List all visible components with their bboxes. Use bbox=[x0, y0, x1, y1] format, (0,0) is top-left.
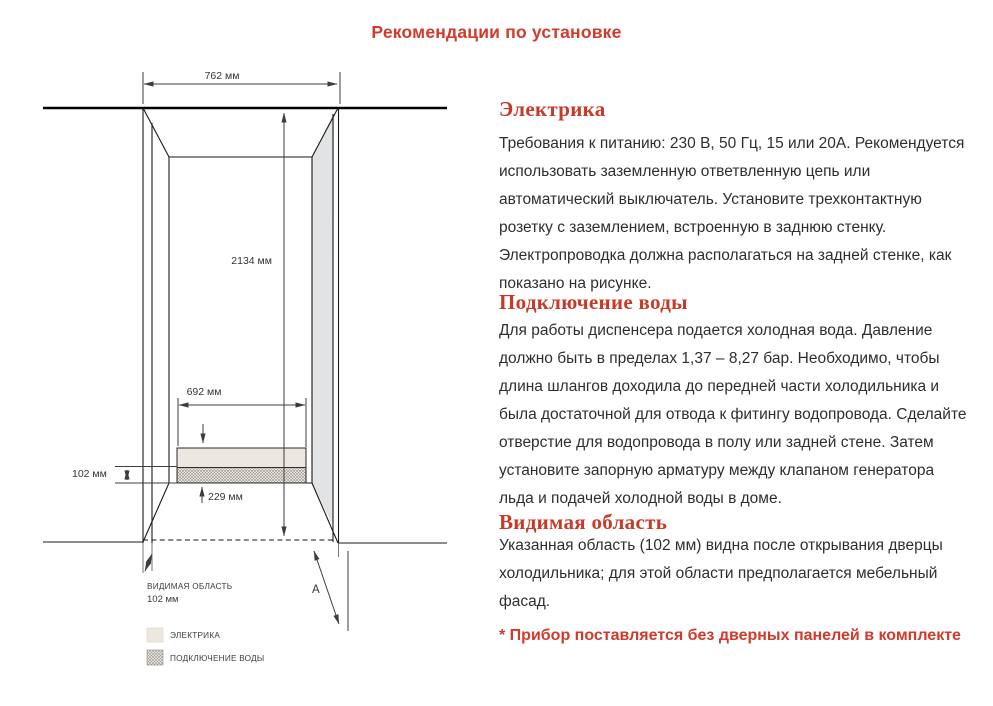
section-body-visible-area: Указанная область (102 мм) видна после открывания дверцы холодильника; для этой области предполагается мебельный фасад. bbox=[499, 537, 943, 610]
visible-area-panel bbox=[312, 113, 334, 526]
dim-opening-width bbox=[143, 70, 340, 104]
legend-label-electrical: ЭЛЕКТРИКА bbox=[170, 631, 221, 640]
legend-label-water: ПОДКЛЮЧЕНИЕ ВОДЫ bbox=[170, 654, 265, 663]
dim-strip-height bbox=[72, 467, 177, 484]
dim-opening-width-label: 762 мм bbox=[204, 70, 240, 82]
dim-opening-height-label: 2134 мм bbox=[231, 255, 272, 267]
page-title: Рекомендации по установке bbox=[371, 22, 622, 42]
dim-zone-width-label: 692 мм bbox=[186, 386, 222, 398]
visible-area-note-line2: 102 мм bbox=[147, 594, 179, 605]
dim-zone-width bbox=[178, 386, 306, 447]
water-zone bbox=[177, 468, 306, 484]
section-heading-water: Подключение воды bbox=[499, 290, 688, 314]
detail-a-callout bbox=[312, 551, 348, 631]
dim-floor-offset-label: 229 мм bbox=[208, 491, 243, 503]
legend-swatch-electrical bbox=[147, 628, 163, 642]
niche-outline bbox=[43, 108, 447, 573]
dim-strip-height-label: 102 мм bbox=[72, 468, 107, 480]
detail-a-label: A bbox=[312, 584, 320, 596]
visible-area-note-line1: ВИДИМАЯ ОБЛАСТЬ bbox=[147, 582, 233, 591]
electrical-zone bbox=[177, 448, 306, 468]
visible-area-callout bbox=[145, 554, 232, 605]
section-body-electrical: Требования к питанию: 230 В, 50 Гц, 15 или 20А. Рекомендуется использовать заземленную ответвленную цепь или автоматический выключатель. Установите трехконтактную розетку с заземлением, встроенную в заднюю стенку. Электропроводка должна располагаться на задней стенке, как показано на рисунке. bbox=[499, 135, 965, 292]
section-body-water: Для работы диспенсера подается холодная вода. Давление должно быть в пределах 1,37 – 8,27 бар. Необходимо, чтобы длина шлангов доходила до передней части холодильника и была достаточной для отвода к фитингу водопровода. Сделайте отверстие для водопровода в полу или задней стене. Затем установите запорную арматуру между клапаном генератора льда и подачей холодной воды в доме. bbox=[499, 322, 967, 507]
diagram-legend bbox=[147, 628, 264, 665]
legend-swatch-water bbox=[147, 650, 163, 665]
no-door-panels-note: * Прибор поставляется без дверных панелей в комплекте bbox=[499, 627, 961, 644]
section-heading-visible-area: Видимая область bbox=[499, 510, 668, 534]
dim-floor-offset bbox=[202, 487, 243, 503]
section-heading-electrical: Электрика bbox=[499, 97, 606, 121]
